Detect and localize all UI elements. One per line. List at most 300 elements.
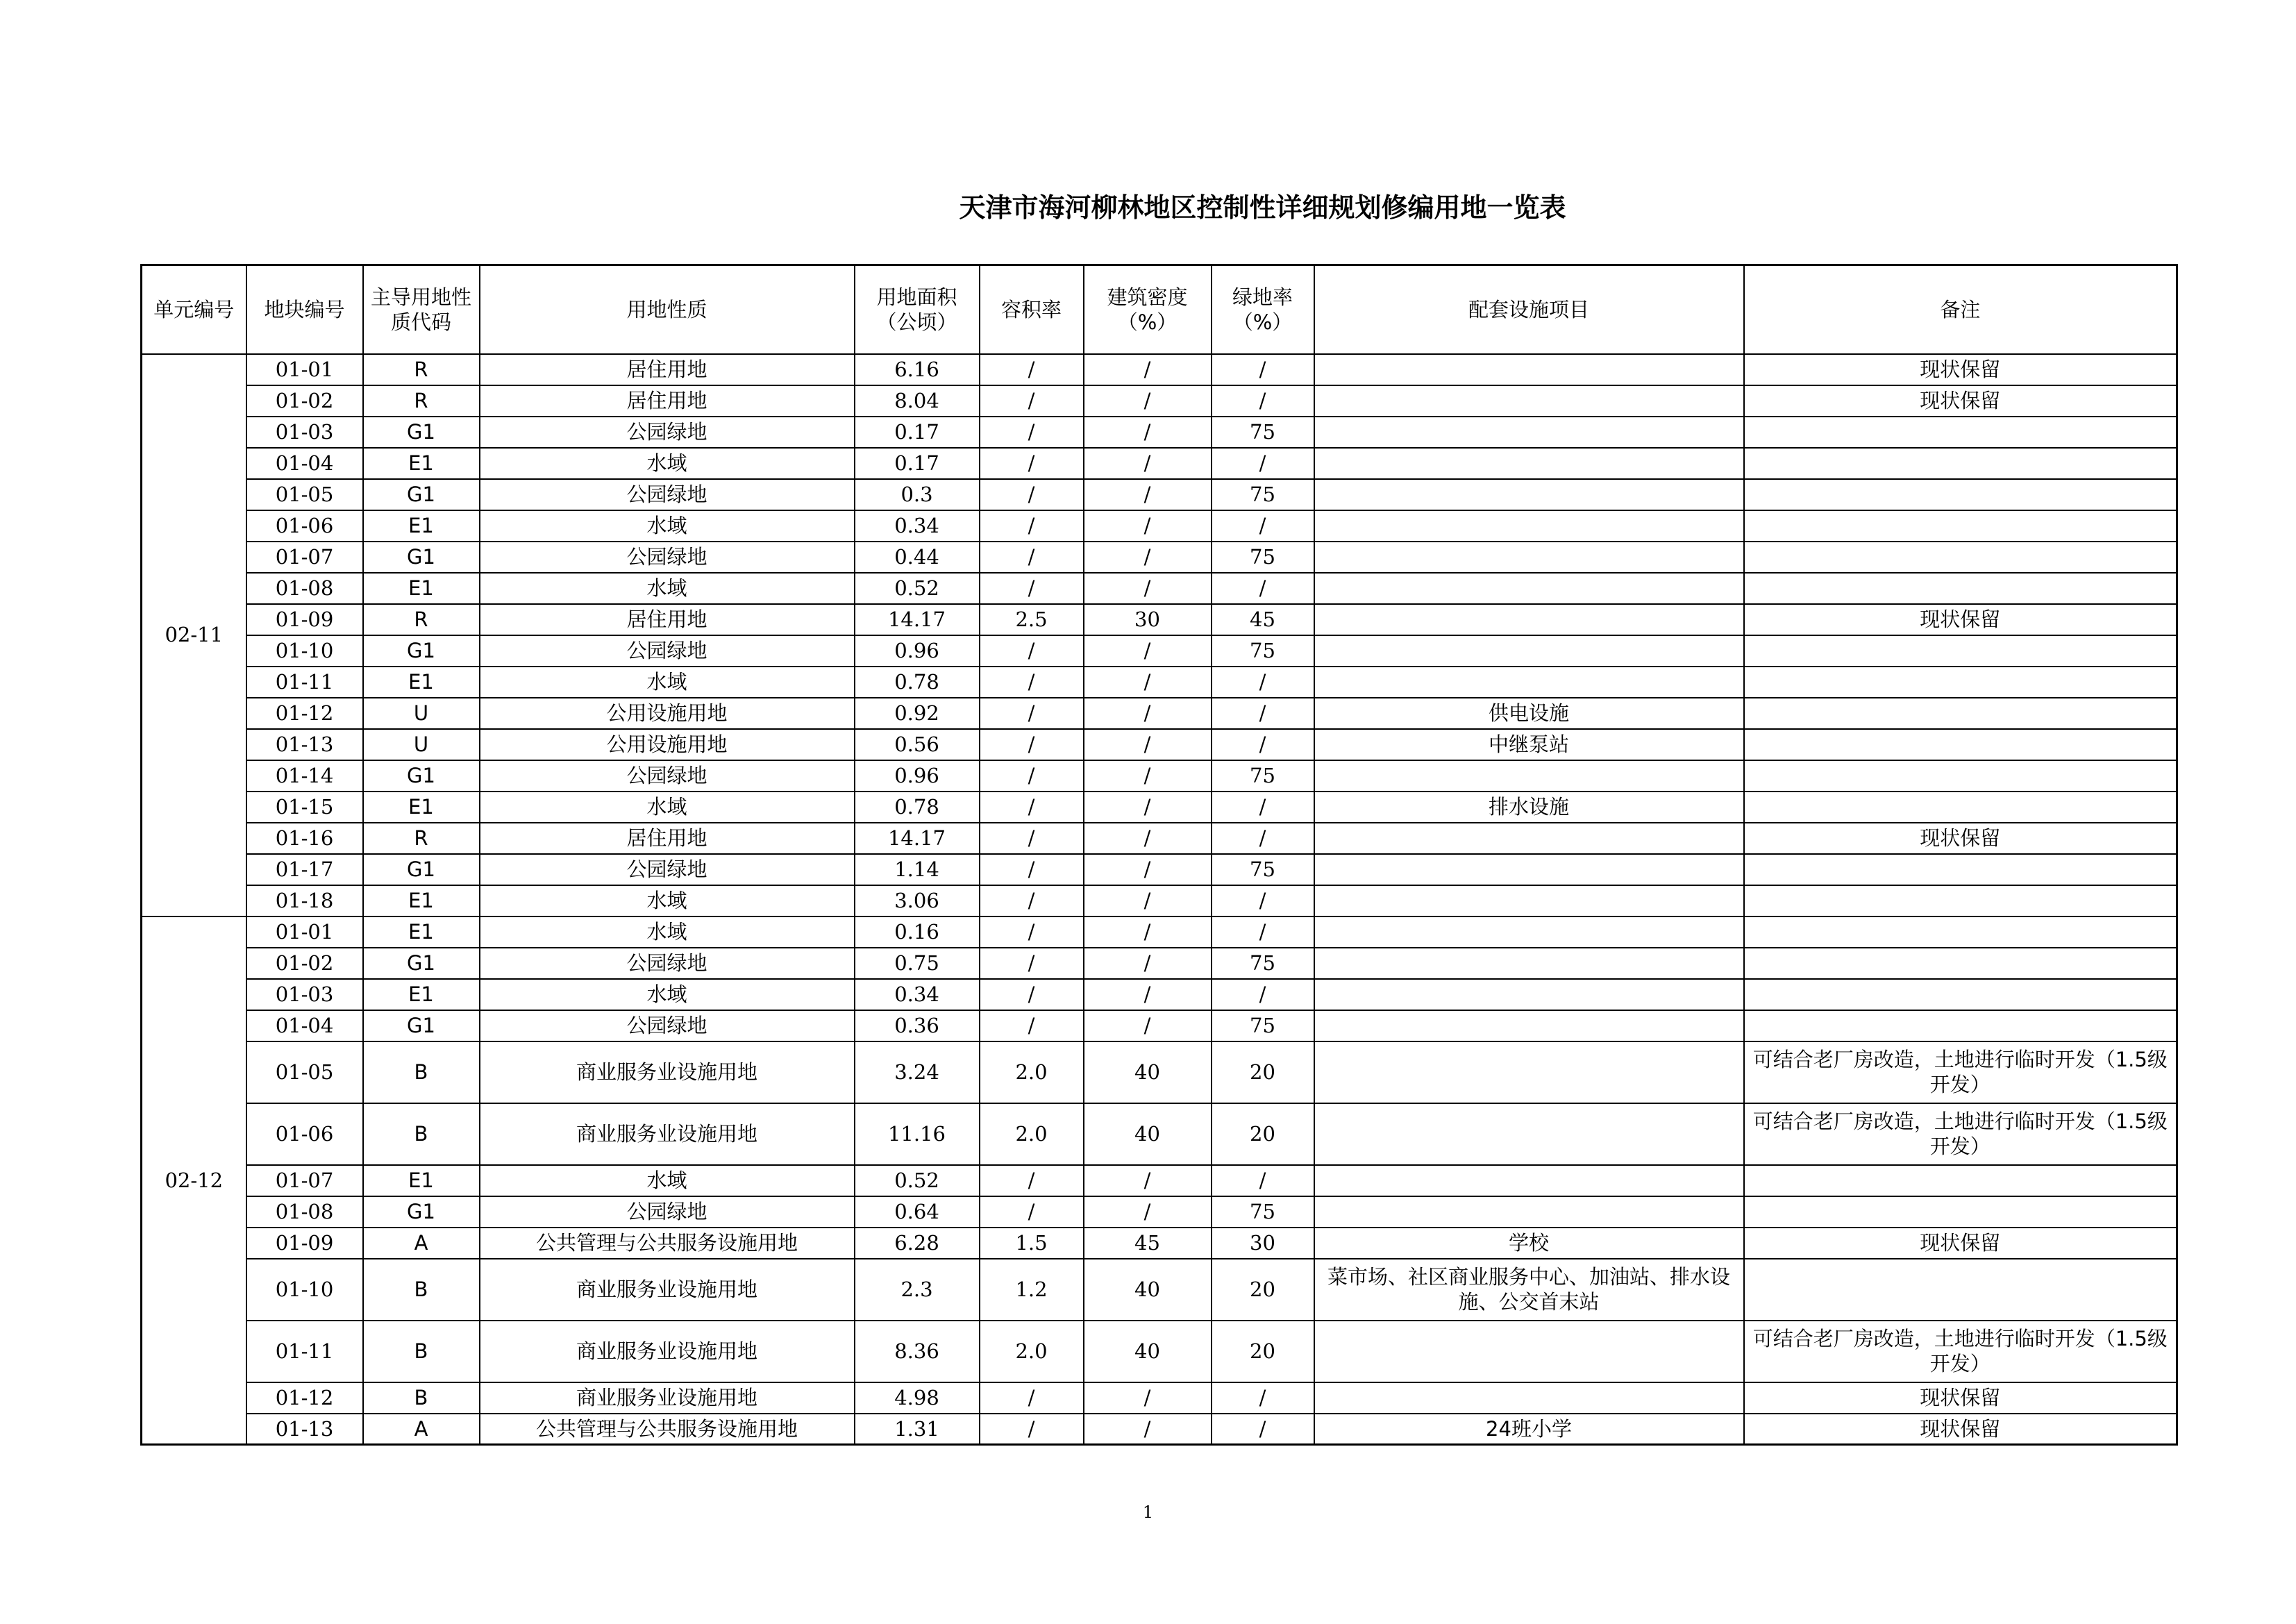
cell-area: 0.56: [855, 729, 980, 760]
cell-area: 0.92: [855, 698, 980, 729]
cell-plot-id: 01-04: [246, 1010, 363, 1041]
cell-plot-id: 01-14: [246, 760, 363, 792]
cell-far: 2.0: [980, 1041, 1084, 1103]
cell-land-code: A: [363, 1414, 480, 1445]
cell-remarks: [1744, 479, 2177, 510]
cell-green-ratio: 75: [1212, 635, 1314, 667]
cell-facilities: [1314, 354, 1744, 385]
cell-land-use: 商业服务业设施用地: [480, 1103, 855, 1165]
cell-density: /: [1084, 698, 1212, 729]
cell-green-ratio: 75: [1212, 542, 1314, 573]
cell-land-code: R: [363, 385, 480, 417]
cell-land-use: 居住用地: [480, 604, 855, 635]
cell-land-code: E1: [363, 667, 480, 698]
table-row: [142, 1103, 2177, 1165]
cell-land-code: G1: [363, 854, 480, 885]
table-row: [142, 885, 2177, 916]
cell-remarks: [1744, 698, 2177, 729]
table-row: [142, 729, 2177, 760]
cell-plot-id: 01-06: [246, 1103, 363, 1165]
cell-far: /: [980, 792, 1084, 823]
header-far: 容积率: [980, 265, 1084, 354]
cell-land-code: G1: [363, 760, 480, 792]
page-title: 天津市海河柳林地区控制性详细规划修编用地一览表: [959, 192, 1566, 223]
cell-plot-id: 01-17: [246, 854, 363, 885]
cell-facilities: [1314, 385, 1744, 417]
cell-far: /: [980, 354, 1084, 385]
header-area: 用地面积（公顷）: [855, 265, 980, 354]
cell-density: /: [1084, 792, 1212, 823]
cell-remarks: [1744, 448, 2177, 479]
cell-density: /: [1084, 448, 1212, 479]
cell-plot-id: 01-10: [246, 635, 363, 667]
cell-facilities: 供电设施: [1314, 698, 1744, 729]
cell-land-use: 公园绿地: [480, 417, 855, 448]
cell-density: /: [1084, 948, 1212, 979]
cell-plot-id: 01-11: [246, 1321, 363, 1382]
header-land-use: 用地性质: [480, 265, 855, 354]
cell-remarks: [1744, 1196, 2177, 1228]
cell-area: 14.17: [855, 604, 980, 635]
cell-green-ratio: 75: [1212, 1010, 1314, 1041]
cell-area: 0.36: [855, 1010, 980, 1041]
cell-land-use: 水域: [480, 916, 855, 948]
cell-plot-id: 01-08: [246, 1196, 363, 1228]
cell-land-code: E1: [363, 916, 480, 948]
cell-remarks: 现状保留: [1744, 823, 2177, 854]
cell-density: 40: [1084, 1041, 1212, 1103]
cell-density: /: [1084, 854, 1212, 885]
cell-green-ratio: /: [1212, 792, 1314, 823]
cell-remarks: [1744, 667, 2177, 698]
cell-far: /: [980, 729, 1084, 760]
header-green-ratio: 绿地率（%）: [1212, 265, 1314, 354]
cell-far: /: [980, 979, 1084, 1010]
cell-land-use: 水域: [480, 573, 855, 604]
cell-facilities: [1314, 823, 1744, 854]
table-row: [142, 854, 2177, 885]
cell-facilities: [1314, 635, 1744, 667]
cell-facilities: 菜市场、社区商业服务中心、加油站、排水设施、公交首末站: [1314, 1259, 1744, 1321]
cell-land-use: 公园绿地: [480, 1196, 855, 1228]
cell-plot-id: 01-10: [246, 1259, 363, 1321]
cell-area: 8.36: [855, 1321, 980, 1382]
cell-plot-id: 01-03: [246, 979, 363, 1010]
cell-remarks: 现状保留: [1744, 1228, 2177, 1259]
cell-remarks: [1744, 510, 2177, 542]
cell-green-ratio: /: [1212, 448, 1314, 479]
cell-land-use: 公园绿地: [480, 948, 855, 979]
cell-plot-id: 01-11: [246, 667, 363, 698]
cell-facilities: [1314, 1382, 1744, 1414]
table-row: [142, 1382, 2177, 1414]
cell-remarks: [1744, 948, 2177, 979]
table-row: [142, 667, 2177, 698]
table-row: [142, 542, 2177, 573]
cell-land-use: 公园绿地: [480, 1010, 855, 1041]
cell-density: /: [1084, 542, 1212, 573]
cell-far: 2.5: [980, 604, 1084, 635]
cell-far: /: [980, 948, 1084, 979]
cell-green-ratio: /: [1212, 667, 1314, 698]
cell-land-code: G1: [363, 635, 480, 667]
cell-facilities: [1314, 667, 1744, 698]
cell-remarks: [1744, 729, 2177, 760]
cell-area: 0.34: [855, 979, 980, 1010]
cell-plot-id: 01-08: [246, 573, 363, 604]
cell-land-code: E1: [363, 1165, 480, 1196]
cell-facilities: 排水设施: [1314, 792, 1744, 823]
cell-facilities: [1314, 573, 1744, 604]
cell-density: /: [1084, 1010, 1212, 1041]
cell-remarks: 现状保留: [1744, 1414, 2177, 1445]
cell-facilities: [1314, 1165, 1744, 1196]
cell-plot-id: 01-16: [246, 823, 363, 854]
cell-area: 0.52: [855, 573, 980, 604]
cell-land-use: 居住用地: [480, 823, 855, 854]
table-row: [142, 1041, 2177, 1103]
cell-plot-id: 01-05: [246, 479, 363, 510]
cell-density: /: [1084, 823, 1212, 854]
cell-far: /: [980, 1414, 1084, 1445]
cell-area: 4.98: [855, 1382, 980, 1414]
cell-remarks: 现状保留: [1744, 604, 2177, 635]
cell-unit: 02-11: [142, 354, 246, 916]
table-row: [142, 698, 2177, 729]
cell-area: 0.44: [855, 542, 980, 573]
cell-area: 1.14: [855, 854, 980, 885]
cell-remarks: [1744, 885, 2177, 916]
cell-area: 6.28: [855, 1228, 980, 1259]
cell-facilities: [1314, 1041, 1744, 1103]
header-facilities: 配套设施项目: [1314, 265, 1744, 354]
cell-facilities: [1314, 854, 1744, 885]
cell-remarks: 可结合老厂房改造，土地进行临时开发（1.5级开发）: [1744, 1103, 2177, 1165]
cell-facilities: [1314, 885, 1744, 916]
table-row: [142, 1196, 2177, 1228]
cell-land-use: 商业服务业设施用地: [480, 1382, 855, 1414]
cell-area: 3.24: [855, 1041, 980, 1103]
cell-remarks: [1744, 573, 2177, 604]
cell-far: /: [980, 479, 1084, 510]
cell-land-code: B: [363, 1259, 480, 1321]
cell-land-code: E1: [363, 448, 480, 479]
table-row: [142, 1165, 2177, 1196]
cell-land-code: E1: [363, 510, 480, 542]
cell-green-ratio: 20: [1212, 1321, 1314, 1382]
cell-facilities: [1314, 916, 1744, 948]
cell-area: 0.78: [855, 792, 980, 823]
cell-density: /: [1084, 760, 1212, 792]
cell-far: 2.0: [980, 1321, 1084, 1382]
cell-plot-id: 01-18: [246, 885, 363, 916]
cell-density: /: [1084, 385, 1212, 417]
cell-unit: 02-12: [142, 916, 246, 1445]
cell-remarks: 现状保留: [1744, 1382, 2177, 1414]
cell-far: 1.5: [980, 1228, 1084, 1259]
cell-green-ratio: /: [1212, 1414, 1314, 1445]
cell-green-ratio: 75: [1212, 479, 1314, 510]
cell-land-use: 水域: [480, 448, 855, 479]
cell-land-code: U: [363, 729, 480, 760]
table-row: [142, 760, 2177, 792]
cell-area: 0.64: [855, 1196, 980, 1228]
cell-land-use: 公园绿地: [480, 760, 855, 792]
cell-green-ratio: /: [1212, 979, 1314, 1010]
cell-remarks: [1744, 792, 2177, 823]
cell-land-code: G1: [363, 1196, 480, 1228]
land-use-table: [140, 264, 2178, 1446]
page-number: 1: [1142, 1502, 1154, 1522]
cell-green-ratio: /: [1212, 916, 1314, 948]
cell-facilities: [1314, 1321, 1744, 1382]
cell-green-ratio: 20: [1212, 1041, 1314, 1103]
cell-plot-id: 01-04: [246, 448, 363, 479]
cell-plot-id: 01-13: [246, 729, 363, 760]
cell-land-use: 公用设施用地: [480, 698, 855, 729]
cell-facilities: 中继泵站: [1314, 729, 1744, 760]
cell-far: /: [980, 916, 1084, 948]
cell-green-ratio: 75: [1212, 1196, 1314, 1228]
cell-facilities: [1314, 979, 1744, 1010]
cell-far: /: [980, 1165, 1084, 1196]
table-row: [142, 573, 2177, 604]
table-row: [142, 1414, 2177, 1445]
cell-remarks: [1744, 417, 2177, 448]
cell-land-use: 水域: [480, 792, 855, 823]
cell-far: /: [980, 510, 1084, 542]
cell-green-ratio: /: [1212, 729, 1314, 760]
cell-land-code: G1: [363, 948, 480, 979]
cell-facilities: [1314, 948, 1744, 979]
cell-far: /: [980, 385, 1084, 417]
cell-remarks: 现状保留: [1744, 385, 2177, 417]
cell-land-code: G1: [363, 1010, 480, 1041]
table-row: [142, 354, 2177, 385]
cell-area: 3.06: [855, 885, 980, 916]
cell-land-use: 商业服务业设施用地: [480, 1041, 855, 1103]
cell-land-use: 公用设施用地: [480, 729, 855, 760]
cell-land-code: R: [363, 604, 480, 635]
cell-facilities: [1314, 604, 1744, 635]
cell-green-ratio: 75: [1212, 760, 1314, 792]
cell-facilities: 学校: [1314, 1228, 1744, 1259]
cell-area: 0.17: [855, 417, 980, 448]
cell-land-code: G1: [363, 479, 480, 510]
cell-far: 2.0: [980, 1103, 1084, 1165]
cell-facilities: [1314, 417, 1744, 448]
cell-plot-id: 01-02: [246, 385, 363, 417]
cell-green-ratio: /: [1212, 573, 1314, 604]
cell-area: 0.17: [855, 448, 980, 479]
cell-area: 0.96: [855, 635, 980, 667]
cell-green-ratio: /: [1212, 885, 1314, 916]
cell-land-use: 水域: [480, 510, 855, 542]
cell-far: /: [980, 885, 1084, 916]
cell-far: /: [980, 1382, 1084, 1414]
cell-facilities: [1314, 510, 1744, 542]
cell-remarks: [1744, 635, 2177, 667]
cell-area: 0.34: [855, 510, 980, 542]
cell-green-ratio: 45: [1212, 604, 1314, 635]
cell-area: 1.31: [855, 1414, 980, 1445]
cell-density: /: [1084, 573, 1212, 604]
cell-green-ratio: /: [1212, 1165, 1314, 1196]
cell-facilities: [1314, 760, 1744, 792]
table-row: [142, 1259, 2177, 1321]
cell-area: 11.16: [855, 1103, 980, 1165]
cell-facilities: [1314, 542, 1744, 573]
cell-far: /: [980, 1010, 1084, 1041]
table-row: [142, 792, 2177, 823]
cell-density: /: [1084, 1165, 1212, 1196]
cell-green-ratio: 75: [1212, 948, 1314, 979]
table-header-row: [142, 265, 2177, 354]
cell-far: /: [980, 760, 1084, 792]
cell-far: /: [980, 854, 1084, 885]
cell-plot-id: 01-01: [246, 916, 363, 948]
cell-green-ratio: 20: [1212, 1103, 1314, 1165]
header-plot-id: 地块编号: [246, 265, 363, 354]
cell-remarks: [1744, 542, 2177, 573]
table-row: [142, 604, 2177, 635]
table-row: [142, 1321, 2177, 1382]
cell-green-ratio: /: [1212, 354, 1314, 385]
cell-plot-id: 01-12: [246, 1382, 363, 1414]
cell-land-use: 水域: [480, 885, 855, 916]
cell-far: /: [980, 448, 1084, 479]
cell-area: 0.52: [855, 1165, 980, 1196]
cell-far: /: [980, 667, 1084, 698]
cell-green-ratio: /: [1212, 385, 1314, 417]
cell-land-use: 公园绿地: [480, 479, 855, 510]
cell-density: 40: [1084, 1103, 1212, 1165]
table-row: [142, 1228, 2177, 1259]
cell-far: /: [980, 1196, 1084, 1228]
cell-plot-id: 01-09: [246, 604, 363, 635]
cell-plot-id: 01-07: [246, 542, 363, 573]
cell-area: 0.75: [855, 948, 980, 979]
cell-land-use: 水域: [480, 667, 855, 698]
cell-density: 45: [1084, 1228, 1212, 1259]
cell-area: 0.16: [855, 916, 980, 948]
cell-plot-id: 01-13: [246, 1414, 363, 1445]
table-row: [142, 823, 2177, 854]
cell-area: 0.3: [855, 479, 980, 510]
cell-remarks: [1744, 979, 2177, 1010]
cell-land-code: G1: [363, 417, 480, 448]
cell-plot-id: 01-05: [246, 1041, 363, 1103]
cell-remarks: [1744, 1259, 2177, 1321]
cell-remarks: 现状保留: [1744, 354, 2177, 385]
cell-land-use: 居住用地: [480, 354, 855, 385]
cell-remarks: 可结合老厂房改造，土地进行临时开发（1.5级开发）: [1744, 1041, 2177, 1103]
cell-green-ratio: 75: [1212, 854, 1314, 885]
cell-facilities: [1314, 448, 1744, 479]
table-row: [142, 510, 2177, 542]
cell-facilities: [1314, 479, 1744, 510]
table-row: [142, 448, 2177, 479]
cell-green-ratio: /: [1212, 510, 1314, 542]
cell-plot-id: 01-06: [246, 510, 363, 542]
cell-remarks: 可结合老厂房改造，土地进行临时开发（1.5级开发）: [1744, 1321, 2177, 1382]
cell-land-code: E1: [363, 979, 480, 1010]
cell-far: 1.2: [980, 1259, 1084, 1321]
cell-density: /: [1084, 885, 1212, 916]
cell-area: 2.3: [855, 1259, 980, 1321]
cell-facilities: [1314, 1010, 1744, 1041]
cell-land-code: E1: [363, 792, 480, 823]
cell-land-use: 居住用地: [480, 385, 855, 417]
cell-land-use: 水域: [480, 1165, 855, 1196]
table-row: [142, 979, 2177, 1010]
cell-plot-id: 01-07: [246, 1165, 363, 1196]
cell-area: 8.04: [855, 385, 980, 417]
cell-remarks: [1744, 854, 2177, 885]
cell-green-ratio: 30: [1212, 1228, 1314, 1259]
cell-land-code: A: [363, 1228, 480, 1259]
cell-density: 40: [1084, 1321, 1212, 1382]
cell-land-code: G1: [363, 542, 480, 573]
cell-land-code: B: [363, 1382, 480, 1414]
cell-density: /: [1084, 1414, 1212, 1445]
cell-remarks: [1744, 1010, 2177, 1041]
cell-area: 0.96: [855, 760, 980, 792]
header-land-code: 主导用地性质代码: [363, 265, 480, 354]
cell-land-use: 公园绿地: [480, 542, 855, 573]
cell-facilities: [1314, 1196, 1744, 1228]
cell-density: /: [1084, 479, 1212, 510]
header-unit: 单元编号: [142, 265, 246, 354]
cell-land-use: 商业服务业设施用地: [480, 1259, 855, 1321]
cell-far: /: [980, 635, 1084, 667]
cell-land-code: E1: [363, 573, 480, 604]
cell-plot-id: 01-15: [246, 792, 363, 823]
cell-density: 30: [1084, 604, 1212, 635]
cell-green-ratio: 20: [1212, 1259, 1314, 1321]
cell-land-code: B: [363, 1041, 480, 1103]
cell-area: 0.78: [855, 667, 980, 698]
cell-density: /: [1084, 916, 1212, 948]
cell-density: /: [1084, 1382, 1212, 1414]
cell-remarks: [1744, 760, 2177, 792]
header-remarks: 备注: [1744, 265, 2177, 354]
cell-facilities: [1314, 1103, 1744, 1165]
cell-land-code: E1: [363, 885, 480, 916]
cell-far: /: [980, 823, 1084, 854]
cell-green-ratio: /: [1212, 823, 1314, 854]
cell-plot-id: 01-03: [246, 417, 363, 448]
cell-far: /: [980, 417, 1084, 448]
table-row: [142, 916, 2177, 948]
cell-plot-id: 01-12: [246, 698, 363, 729]
cell-density: 40: [1084, 1259, 1212, 1321]
cell-land-code: B: [363, 1321, 480, 1382]
header-density: 建筑密度（%）: [1084, 265, 1212, 354]
cell-land-use: 公园绿地: [480, 854, 855, 885]
cell-land-code: U: [363, 698, 480, 729]
cell-plot-id: 01-01: [246, 354, 363, 385]
table-row: [142, 417, 2177, 448]
cell-density: /: [1084, 635, 1212, 667]
cell-land-code: B: [363, 1103, 480, 1165]
cell-density: /: [1084, 1196, 1212, 1228]
cell-land-use: 公园绿地: [480, 635, 855, 667]
cell-remarks: [1744, 1165, 2177, 1196]
table-row: [142, 1010, 2177, 1041]
cell-density: /: [1084, 979, 1212, 1010]
table-row: [142, 385, 2177, 417]
